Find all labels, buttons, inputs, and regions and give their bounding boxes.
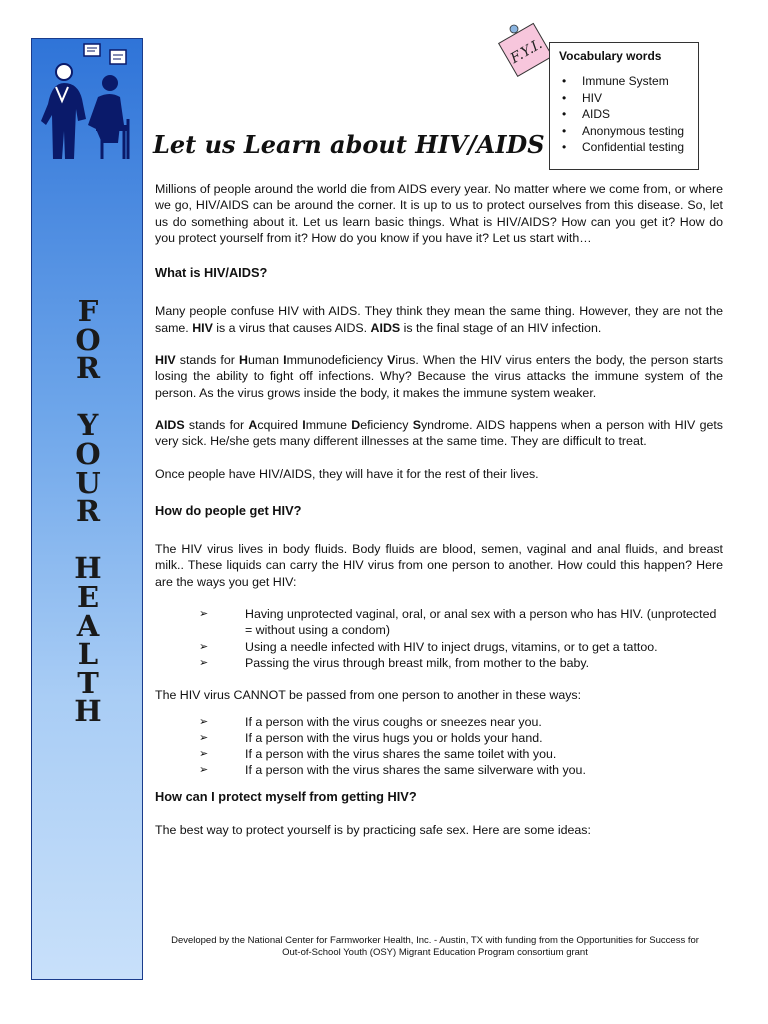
vocabulary-list	[550, 73, 698, 156]
lifetime-paragraph: Once people have HIV/AIDS, they will have it for the rest of their lives.	[155, 466, 539, 481]
body-fluids-paragraph: The HIV virus lives in body fluids. Body fluids are blood, semen, vaginal and anal fluids, and breast milk.. These liquids can carry the HIV virus from one person to another. How could this happen? Here are the ways you get HIV:	[155, 542, 723, 589]
page-title: Let us Learn about HIV/AIDS	[153, 130, 545, 159]
text-span: uman	[247, 353, 284, 368]
vocabulary-heading: Vocabulary words	[559, 49, 662, 63]
acronym-letter: H	[239, 353, 248, 368]
text-span: mmune	[305, 417, 352, 432]
sidebar-title-letter: F	[77, 294, 99, 328]
text-span: stands for	[184, 417, 249, 432]
text-span: eficiency	[360, 417, 413, 432]
section-heading-protect: How can I protect myself from getting HIV?	[155, 788, 417, 804]
bold-term: AIDS	[155, 417, 185, 432]
list-item: ➢ Having unprotected vaginal, oral, or anal sex with a person who has HIV. (unprotected = without using a condom)	[155, 606, 723, 639]
pushpin-icon	[510, 25, 518, 33]
sidebar-title-letter: O	[75, 322, 101, 357]
section-heading-what-is: What is HIV/AIDS?	[155, 265, 268, 281]
list-item: ➢ If a person with the virus shares the same silverware with you.	[155, 762, 723, 778]
acronym-letter: I	[302, 417, 306, 432]
sidebar-title-letter: T	[77, 665, 99, 700]
intro-paragraph: Millions of people around the world die from AIDS every year. No matter where we come from, or where we go, HIV/AIDS can be around the corner. It is up to us to protect ourselves from this disease. So, let us do something about it. Let us learn basic things. What is HIV/AIDS? How can you get it? How do you protect yourself from it? How do you know if you have it? Let us start with…	[155, 182, 723, 245]
footer-line: Out-of-School Youth (OSY) Migrant Education Program consortium grant	[282, 947, 588, 958]
text-span: is a virus that causes AIDS.	[212, 320, 371, 335]
doctor-patient-clipart	[32, 39, 144, 169]
text-span: is the final stage of an HIV infection.	[400, 320, 602, 335]
text-span: yndrome. AIDS happens when a person with HIV gets very sick. He/she gets many different illnesses at the same time. They are difficult to treat.	[155, 417, 723, 449]
sidebar-title-letter: H	[74, 694, 102, 729]
hiv-vs-aids-paragraph	[155, 303, 723, 336]
sidebar-title-letter: E	[76, 579, 100, 614]
list-item: ➢ If a person with the virus hugs you or holds your hand.	[155, 730, 723, 746]
aids-definition-paragraph	[155, 417, 723, 450]
section-heading-how-get: How do people get HIV?	[155, 502, 302, 518]
list-item: ➢ If a person with the virus shares the same toilet with you.	[155, 746, 723, 762]
sidebar-title-letter: R	[75, 494, 101, 529]
sidebar-title-letter: Y	[77, 408, 99, 443]
acronym-letter: I	[283, 353, 287, 368]
vocabulary-item: • AIDS	[582, 106, 698, 123]
transmission-list	[155, 606, 723, 671]
sidebar-banner	[31, 38, 143, 980]
list-item: ➢ Passing the virus through breast milk, from mother to the baby.	[155, 655, 723, 671]
vocabulary-item: • HIV	[582, 90, 698, 107]
vocabulary-item: • Anonymous testing	[582, 123, 698, 140]
sidebar-vertical-title	[32, 294, 144, 729]
vocabulary-item: • Immune System	[582, 73, 698, 90]
list-item: ➢ If a person with the virus coughs or sneezes near you.	[155, 714, 723, 730]
text-span: cquired	[257, 417, 303, 432]
sidebar-title-letter: H	[74, 551, 102, 586]
sidebar-title-letter: L	[77, 637, 99, 672]
acronym-letter: S	[412, 417, 421, 432]
main-content	[155, 181, 723, 838]
vocabulary-box	[549, 42, 699, 170]
fyi-text: F.Y.I.	[507, 36, 546, 67]
text-span: stands for	[175, 353, 240, 368]
footer-credit	[150, 935, 720, 959]
bold-term: AIDS	[370, 320, 401, 335]
acronym-letter: D	[351, 417, 361, 432]
text-span: Many people confuse HIV with AIDS. They think they mean the same thing. However, they are not the same.	[155, 304, 723, 335]
non-transmission-list	[155, 714, 723, 779]
sidebar-title-letter	[32, 383, 144, 412]
hiv-definition-paragraph	[155, 352, 723, 401]
acronym-letter: V	[387, 353, 396, 368]
fyi-sticky-note	[496, 20, 554, 78]
sidebar-title-letter: O	[75, 436, 101, 471]
sidebar-title-letter: U	[75, 465, 101, 500]
vocabulary-item: • Confidential testing	[582, 139, 698, 156]
bold-term: HIV	[155, 353, 176, 368]
bold-term: HIV	[192, 320, 213, 335]
sidebar-title-letter	[32, 526, 144, 555]
sidebar-title-letter: A	[76, 608, 100, 643]
list-item: ➢ Using a needle infected with HIV to inject drugs, vitamins, or to get a tattoo.	[155, 639, 723, 655]
acronym-letter: A	[248, 417, 258, 432]
safe-sex-paragraph: The best way to protect yourself is by practicing safe sex. Here are some ideas:	[155, 823, 591, 838]
cannot-pass-paragraph: The HIV virus CANNOT be passed from one person to another in these ways:	[155, 688, 582, 703]
text-span: irus. When the HIV virus enters the body, the person starts losing the ability to fight off infections. Why? Because the virus attacks the immune system of the person. As the virus grows inside the body, it makes the immune system weaker.	[155, 353, 724, 400]
sidebar-title-letter: R	[75, 351, 101, 386]
footer-line: Developed by the National Center for Farmworker Health, Inc. - Austin, TX with funding from the Opportunities for Success for	[171, 935, 699, 946]
text-span: mmunodeficiency	[286, 353, 388, 368]
